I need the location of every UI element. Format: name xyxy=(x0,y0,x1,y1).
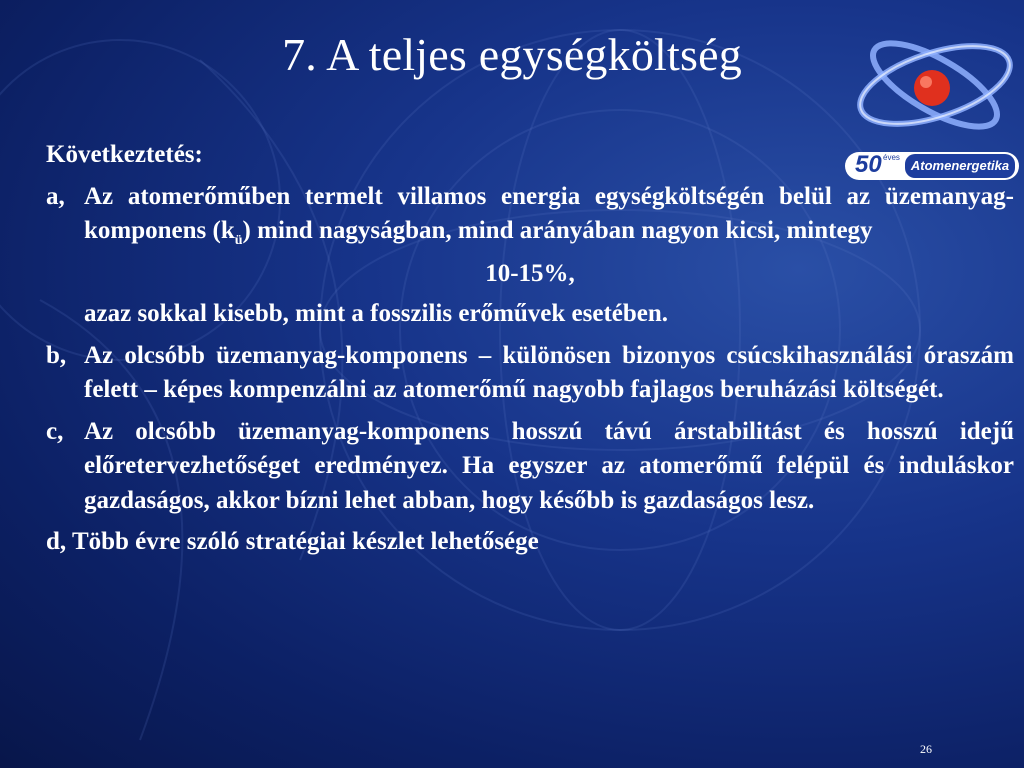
list-item-a xyxy=(46,180,1014,249)
list-item-c xyxy=(46,415,1014,519)
slide-content xyxy=(46,138,1014,560)
item-marker: b, xyxy=(46,341,67,369)
logo-word: Atomenergetika xyxy=(905,154,1015,178)
page-number: 26 xyxy=(920,742,932,756)
conclusion-heading: Következtetés: xyxy=(46,141,203,168)
list-item-d xyxy=(46,525,1014,560)
item-text: Az olcsóbb üzemanyag-komponens hosszú távú árstabilitást és hosszú idejű előretervezhetőséget eredményez. Ha egyszer az atomerőmű felépül és induláskor gazdaságos, akkor bízni lehet abban, hogy később is gazdaságos lesz. xyxy=(84,417,1014,514)
item-text: d, Több évre szóló stratégiai készlet lehetősége xyxy=(46,528,539,555)
list-item-b xyxy=(46,339,1014,408)
slide-title: 7. A teljes egységköltség xyxy=(282,29,742,80)
item-a-continuation: azaz sokkal kisebb, mint a fosszilis erőművek esetében. xyxy=(84,300,669,327)
item-marker: a, xyxy=(46,182,65,210)
item-marker: c, xyxy=(46,417,64,445)
logo-number: 50 xyxy=(855,152,882,178)
logo-small-text: éves xyxy=(883,153,900,162)
value-line: 10-15%, xyxy=(485,259,575,287)
item-text: Az atomerőműben termelt villamos energia egységköltségén belül az üzemanyag-komponens $(k_ü)$ mind nagyságban, mind arányában nagyon kicsi, mintegy xyxy=(84,182,1014,248)
item-text: Az olcsóbb üzemanyag-komponens – különösen bizonyos csúcskihasználási óraszám felett – képes kompenzálni az atomerőmű nagyobb fajlagos beruházási költségét. xyxy=(84,341,1014,403)
subscript-u: ü xyxy=(234,233,243,248)
